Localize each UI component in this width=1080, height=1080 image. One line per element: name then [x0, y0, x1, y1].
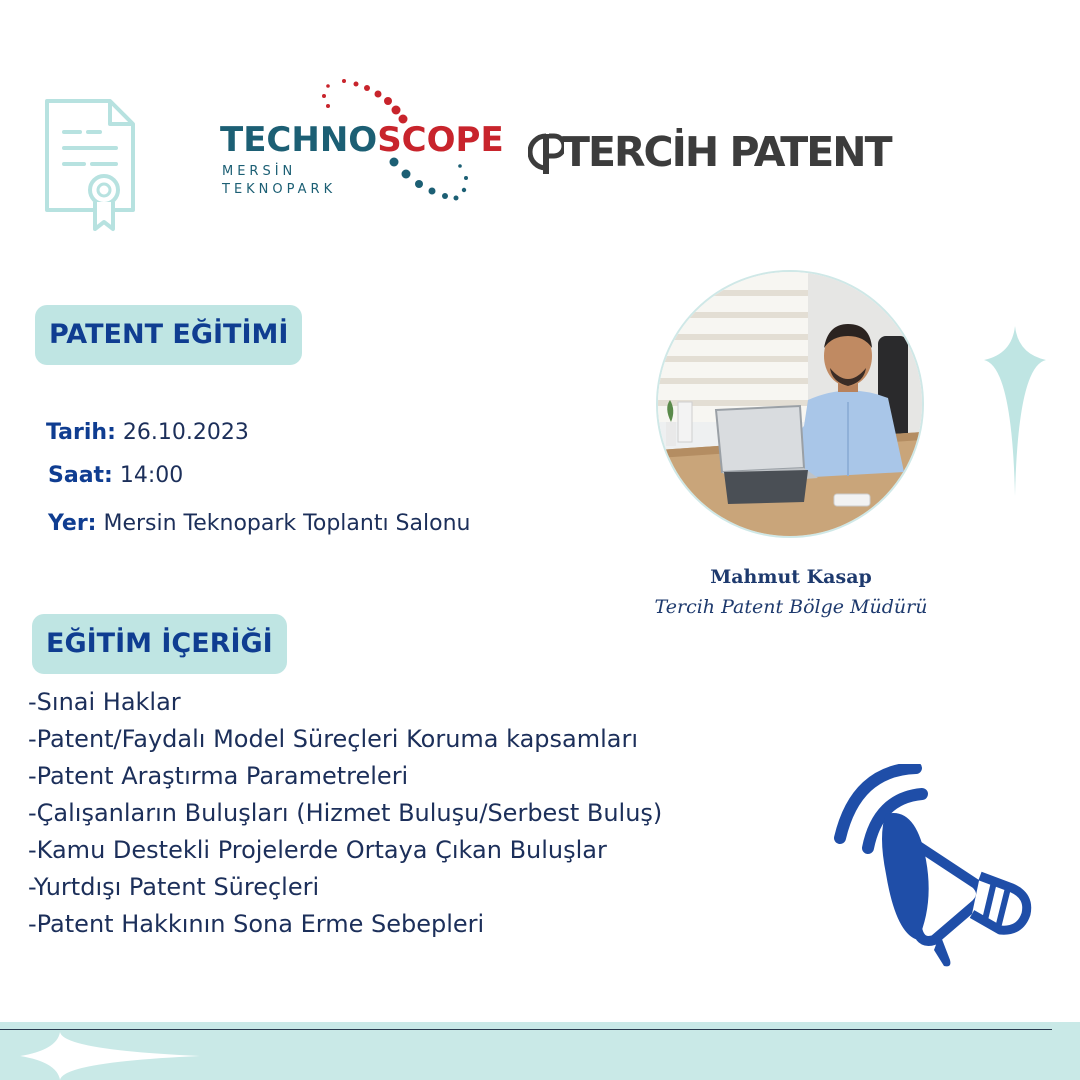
event-date-label: Tarih: [46, 420, 116, 445]
sparkle-icon [984, 326, 1046, 496]
list-item: -Çalışanların Buluşları (Hizmet Buluşu/Serbest Buluş) [28, 799, 663, 827]
sparkle-icon [20, 1030, 200, 1080]
list-item: -Patent/Faydalı Model Süreçleri Koruma kapsamları [28, 725, 639, 753]
event-place-value: Mersin Teknopark Toplantı Salonu [103, 511, 471, 536]
technoscope-line-1: MERSİN [222, 164, 297, 179]
content-list [28, 684, 788, 943]
speaker-name: Mahmut Kasap [710, 566, 872, 588]
event-title-badge: PATENT EĞİTİMİ [35, 305, 302, 365]
speaker-photo-illustration [658, 272, 922, 536]
speaker-photo [656, 270, 924, 538]
event-place [48, 511, 470, 536]
list-item: -Patent Araştırma Parametreleri [28, 762, 409, 790]
technoscope-line-2: TEKNOPARK [222, 182, 337, 197]
tercih-patent-mark-icon [528, 132, 564, 176]
list-item: -Sınai Haklar [28, 688, 181, 716]
list-item: -Yurtdışı Patent Süreçleri [28, 873, 320, 901]
certificate-icon [44, 98, 136, 232]
technoscope-word-b: SCOPE [377, 120, 504, 160]
speaker-title: Tercih Patent Bölge Müdürü [654, 596, 928, 618]
event-date [46, 420, 249, 445]
tercih-patent-logo [528, 126, 891, 180]
event-time-value: 14:00 [119, 463, 184, 488]
event-time-label: Saat: [48, 463, 113, 488]
technoscope-logo [220, 78, 510, 208]
list-item: -Patent Hakkının Sona Erme Sebepleri [28, 910, 485, 938]
tercih-patent-wordmark: TERCİH PATENT [562, 128, 891, 176]
content-title-badge: EĞİTİM İÇERİĞİ [32, 614, 287, 674]
technoscope-wordmark [220, 120, 504, 160]
event-time [48, 463, 183, 488]
technoscope-word-a: TECHNO [220, 120, 378, 160]
megaphone-icon [826, 764, 1040, 970]
event-place-label: Yer: [48, 511, 97, 536]
list-item: -Kamu Destekli Projelerde Ortaya Çıkan Buluşlar [28, 836, 607, 864]
event-date-value: 26.10.2023 [122, 420, 249, 445]
